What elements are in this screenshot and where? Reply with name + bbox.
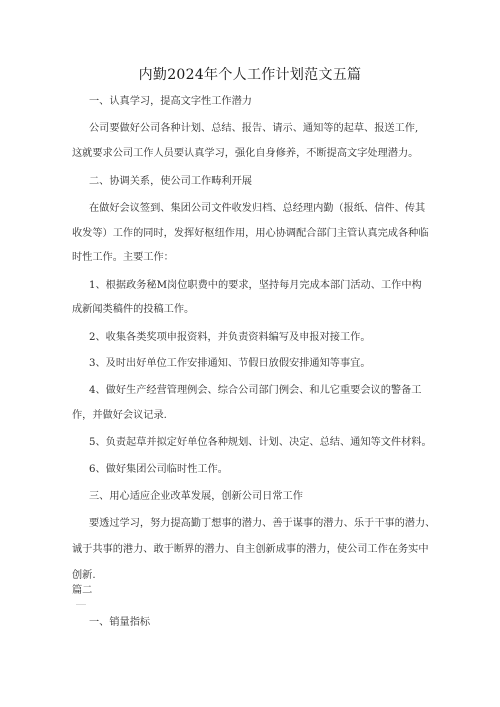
paragraph-line: 在做好会议签到、集团公司文件收发归档、总经理内勤（报纸、信件、传其	[89, 203, 426, 214]
paragraph-line: 要透过学习，努力提高勤丁想事的潜力、善于谋事的潜力、乐于干事的潜力、	[89, 518, 436, 529]
list-item: 成新闻类稿件的投稿工作。	[72, 304, 195, 315]
paragraph-line: 收发等）工作的同时，发挥好枢纽作用，用心协调配合部门主管认真完成各种临	[72, 228, 429, 239]
section-heading: 一、认真学习，提高文字性工作潜力	[89, 96, 252, 107]
list-item: 2、收集各类奖项申报资料，并负责资料编写及申报对接工作。	[89, 332, 371, 343]
list-item: 3、及时出好单位工作安排通知、节假日放假安排通知等事宜。	[89, 358, 371, 369]
part-heading: 篇二	[72, 585, 93, 596]
list-item: 作，并做好会议记录.	[72, 410, 167, 421]
paragraph-line: 诚于共事的港力、敢于断界的潜力、自主创新成事的潜力，使公司工作在务实中	[72, 544, 429, 555]
section-heading: 二、协调关系，使公司工作畴利开展	[89, 176, 252, 187]
list-item: 5、负责起草并拟定好单位各种规划、计划、决定、总结、通知等文件材料。	[89, 437, 432, 448]
section-heading: 一、销量指标	[89, 617, 151, 628]
paragraph-line: 这就要求公司工作人员要认真学习，强化自身修养，不断提高文字处理潜力。	[72, 148, 419, 159]
section-heading: 三、用心适应企业改革发展，创新公司日常工作	[89, 491, 303, 502]
divider	[76, 604, 86, 605]
paragraph-line: 创新.	[72, 570, 96, 581]
list-item: 1、根据政务秘M岗位职费中的要求，坚持每月完成本部门活动、工作中构	[89, 280, 422, 291]
paragraph-line: 公司要做好公司各种计划、总结、报告、请示、通知等的起草、报送工作,	[89, 123, 419, 134]
list-item: 6、做好集团公司临时性工作。	[89, 464, 228, 475]
list-item: 4、做好生产经营管理例会、综合公司部门例会、和儿它重要会议的警备工	[89, 385, 422, 396]
page-title: 内勤2024年个人工作计划范文五篇	[138, 67, 362, 83]
paragraph-line: 时性工作。主要工作：	[72, 252, 174, 263]
